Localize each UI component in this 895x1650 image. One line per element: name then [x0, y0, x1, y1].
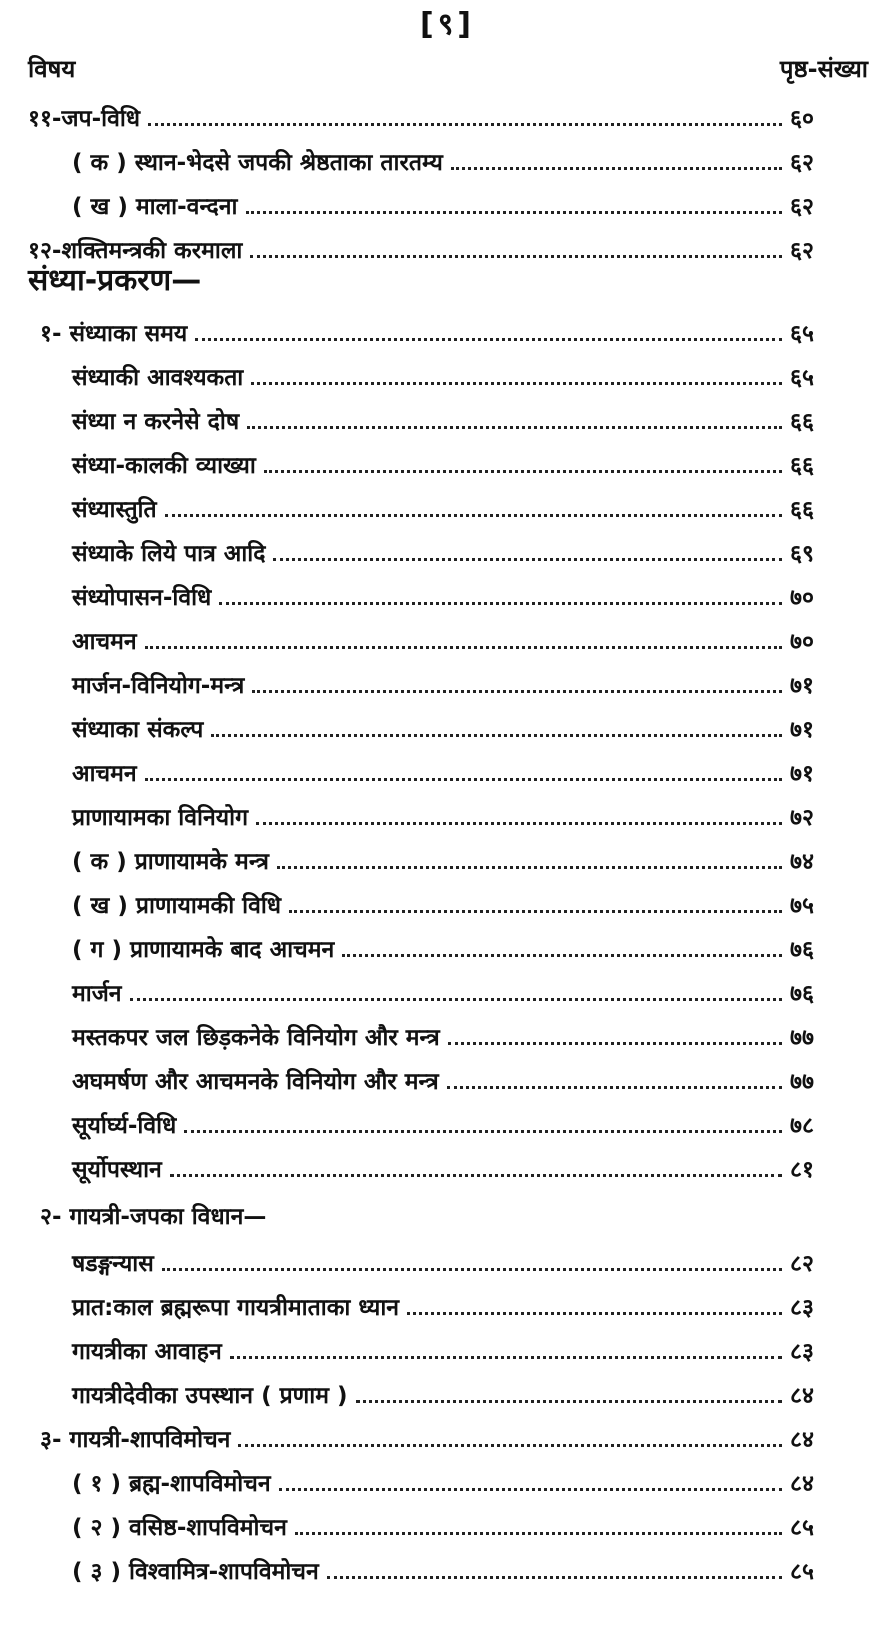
- toc-entry-title: ( ख ) माला-वन्दना: [72, 194, 238, 220]
- toc-entry-page: ८५: [790, 1515, 814, 1541]
- dot-leader: [279, 1488, 782, 1491]
- toc-entry: [72, 398, 850, 442]
- dot-leader: [451, 167, 782, 170]
- dot-leader: [250, 255, 782, 258]
- toc-entry: [72, 1504, 850, 1548]
- toc-entry-page: ७१: [790, 673, 814, 699]
- toc-entry: [72, 838, 850, 882]
- dot-leader: [247, 426, 782, 429]
- dot-leader: [256, 822, 782, 825]
- toc-entry: [72, 1146, 850, 1190]
- toc-entry-page: ६६: [790, 409, 814, 435]
- dot-leader: [356, 1400, 782, 1403]
- toc-entry: [72, 750, 850, 794]
- toc-entry: [40, 1416, 850, 1460]
- toc-entry-title: षडङ्गन्यास: [72, 1251, 154, 1277]
- toc-entry: [72, 1014, 850, 1058]
- toc-entry-page: ८४: [790, 1383, 814, 1409]
- toc-entry-page: ६९: [790, 541, 814, 567]
- toc-entry: [72, 486, 850, 530]
- toc-entry-title: १२-शक्तिमन्त्रकी करमाला: [28, 238, 243, 264]
- toc-entry-page: ७७: [790, 1025, 814, 1051]
- dot-leader: [447, 1086, 782, 1089]
- toc-entry: [72, 574, 850, 618]
- dot-leader: [246, 211, 783, 214]
- toc-entry: [72, 1240, 850, 1284]
- toc-entry: [72, 1102, 850, 1146]
- toc-entry-page: ८४: [790, 1471, 814, 1497]
- dot-leader: [145, 646, 782, 649]
- toc-entry-page: ८२: [790, 1251, 814, 1277]
- toc-entry-title: ( ग ) प्राणायामके बाद आचमन: [72, 937, 335, 963]
- toc-entry-title: मस्तकपर जल छिड़कनेके विनियोग और मन्त्र: [72, 1025, 440, 1051]
- toc-entry-page: ६२: [790, 194, 814, 220]
- toc-entry-page: ७२: [790, 805, 814, 831]
- toc-entry: [72, 926, 850, 970]
- dot-leader: [130, 998, 782, 1001]
- toc-entry: [72, 1548, 850, 1592]
- toc-entry-page: ७१: [790, 717, 814, 743]
- dot-leader: [148, 123, 782, 126]
- page-number: [९]: [419, 7, 476, 42]
- toc-entry-title: आचमन: [72, 629, 137, 655]
- dot-leader: [162, 1268, 782, 1271]
- toc-entry-page: ८३: [790, 1339, 814, 1365]
- toc-entry-page: ६०: [790, 106, 814, 132]
- toc-entry-page: ६६: [790, 453, 814, 479]
- toc-entry-page: ७४: [790, 849, 814, 875]
- toc-entry-title: गायत्रीदेवीका उपस्थान ( प्रणाम ): [72, 1383, 348, 1409]
- toc-entry-title: संध्यास्तुति: [72, 497, 157, 523]
- toc-entry-title: मार्जन: [72, 981, 122, 1007]
- dot-leader: [448, 1042, 782, 1045]
- dot-leader: [238, 1444, 782, 1447]
- toc-entry: [72, 662, 850, 706]
- toc-entry: [40, 310, 850, 354]
- toc-entry: [72, 442, 850, 486]
- toc-entry: [72, 183, 850, 227]
- toc-entry-page: ६६: [790, 497, 814, 523]
- toc-entry: [72, 1328, 850, 1372]
- dot-leader: [252, 690, 782, 693]
- toc-entry: [72, 1372, 850, 1416]
- page-count-heading: पृष्ठ-संख्या: [779, 55, 868, 83]
- toc-entry-title: संध्या-कालकी व्याख्या: [72, 453, 256, 479]
- toc-entry: [72, 354, 850, 398]
- dot-leader: [165, 514, 782, 517]
- toc-entry-page: ६५: [790, 365, 814, 391]
- toc-entry: [28, 95, 850, 139]
- toc-entry-title: ( ३ ) विश्वामित्र-शापविमोचन: [72, 1559, 319, 1585]
- toc-entry: [72, 794, 850, 838]
- toc-entry: [28, 227, 850, 271]
- toc-entry: [72, 530, 850, 574]
- dot-leader: [230, 1356, 782, 1359]
- toc-entry-title: ( ख ) प्राणायामकी विधि: [72, 893, 282, 919]
- toc-entry: [72, 618, 850, 662]
- toc-entry-title: ( २ ) वसिष्ठ-शापविमोचन: [72, 1515, 287, 1541]
- dot-leader: [145, 778, 782, 781]
- toc-entry-page: ७८: [790, 1113, 814, 1139]
- toc-entry-title: संध्याकी आवश्यकता: [72, 365, 244, 391]
- dot-leader: [273, 558, 782, 561]
- toc-entry-title: संध्योपासन-विधि: [72, 585, 212, 611]
- toc-entry-page: ६२: [790, 238, 814, 264]
- toc-entry-title: संध्याके लिये पात्र आदि: [72, 541, 266, 567]
- toc-entry-page: ७१: [790, 761, 814, 787]
- dot-leader: [277, 866, 782, 869]
- toc-entry: [72, 1058, 850, 1102]
- toc-entry: [72, 706, 850, 750]
- toc-entry-title: ११-जप-विधि: [28, 106, 140, 132]
- toc-entry-page: ८४: [790, 1427, 814, 1453]
- toc-entry: [72, 1460, 850, 1504]
- toc-entry-title: प्रात:काल ब्रह्मरूपा गायत्रीमाताका ध्यान: [72, 1295, 400, 1321]
- toc-entry: [72, 1284, 850, 1328]
- toc-entry-title: ( क ) प्राणायामके मन्त्र: [72, 849, 269, 875]
- toc-entry: [72, 882, 850, 926]
- section-heading: संध्या-प्रकरण—: [28, 263, 202, 298]
- toc-entry-title: सूर्योपस्थान: [72, 1157, 162, 1183]
- dot-leader: [289, 910, 782, 913]
- toc-entry-title: संध्या न करनेसे दोष: [72, 409, 240, 435]
- dot-leader: [195, 338, 782, 341]
- dot-leader: [327, 1576, 782, 1579]
- toc-entry-title: १- संध्याका समय: [40, 321, 188, 347]
- dot-leader: [264, 470, 782, 473]
- toc-entry-page: ७५: [790, 893, 814, 919]
- dot-leader: [342, 954, 782, 957]
- toc-entry-page: ७०: [790, 629, 814, 655]
- dot-leader: [170, 1174, 782, 1177]
- subject-heading: विषय: [28, 55, 76, 83]
- dot-leader: [211, 734, 782, 737]
- toc-entry: [40, 1193, 850, 1237]
- dot-leader: [295, 1532, 782, 1535]
- toc-entry-title: २- गायत्री-जपका विधान—: [40, 1204, 267, 1230]
- toc-entry-title: गायत्रीका आवाहन: [72, 1339, 222, 1365]
- dot-leader: [251, 382, 782, 385]
- toc-entry: [72, 139, 850, 183]
- toc-entry-page: ७६: [790, 981, 814, 1007]
- toc-entry-title: संध्याका संकल्प: [72, 717, 204, 743]
- toc-entry-page: ६५: [790, 321, 814, 347]
- toc-entry: [72, 970, 850, 1014]
- toc-entry-page: ८३: [790, 1295, 814, 1321]
- toc-entry-title: मार्जन-विनियोग-मन्त्र: [72, 673, 245, 699]
- dot-leader: [184, 1130, 782, 1133]
- toc-entry-title: ( क ) स्थान-भेदसे जपकी श्रेष्ठताका तारतम्य: [72, 150, 443, 176]
- toc-entry-page: ८१: [790, 1157, 814, 1183]
- toc-header: [28, 52, 868, 85]
- toc-entry-page: ८५: [790, 1559, 814, 1585]
- toc-entry-page: ७७: [790, 1069, 814, 1095]
- toc-entry-page: ७६: [790, 937, 814, 963]
- toc-entry-title: आचमन: [72, 761, 137, 787]
- dot-leader: [407, 1312, 782, 1315]
- toc-entry-title: ३- गायत्री-शापविमोचन: [40, 1427, 231, 1453]
- toc-entry-title: ( १ ) ब्रह्म-शापविमोचन: [72, 1471, 271, 1497]
- toc-entry-title: प्राणायामका विनियोग: [72, 805, 249, 831]
- dot-leader: [219, 602, 782, 605]
- toc-entry-title: अघमर्षण और आचमनके विनियोग और मन्त्र: [72, 1069, 439, 1095]
- toc-entry-page: ७०: [790, 585, 814, 611]
- toc-entry-page: ६२: [790, 150, 814, 176]
- toc-entry-title: सूर्यार्घ्य-विधि: [72, 1113, 177, 1139]
